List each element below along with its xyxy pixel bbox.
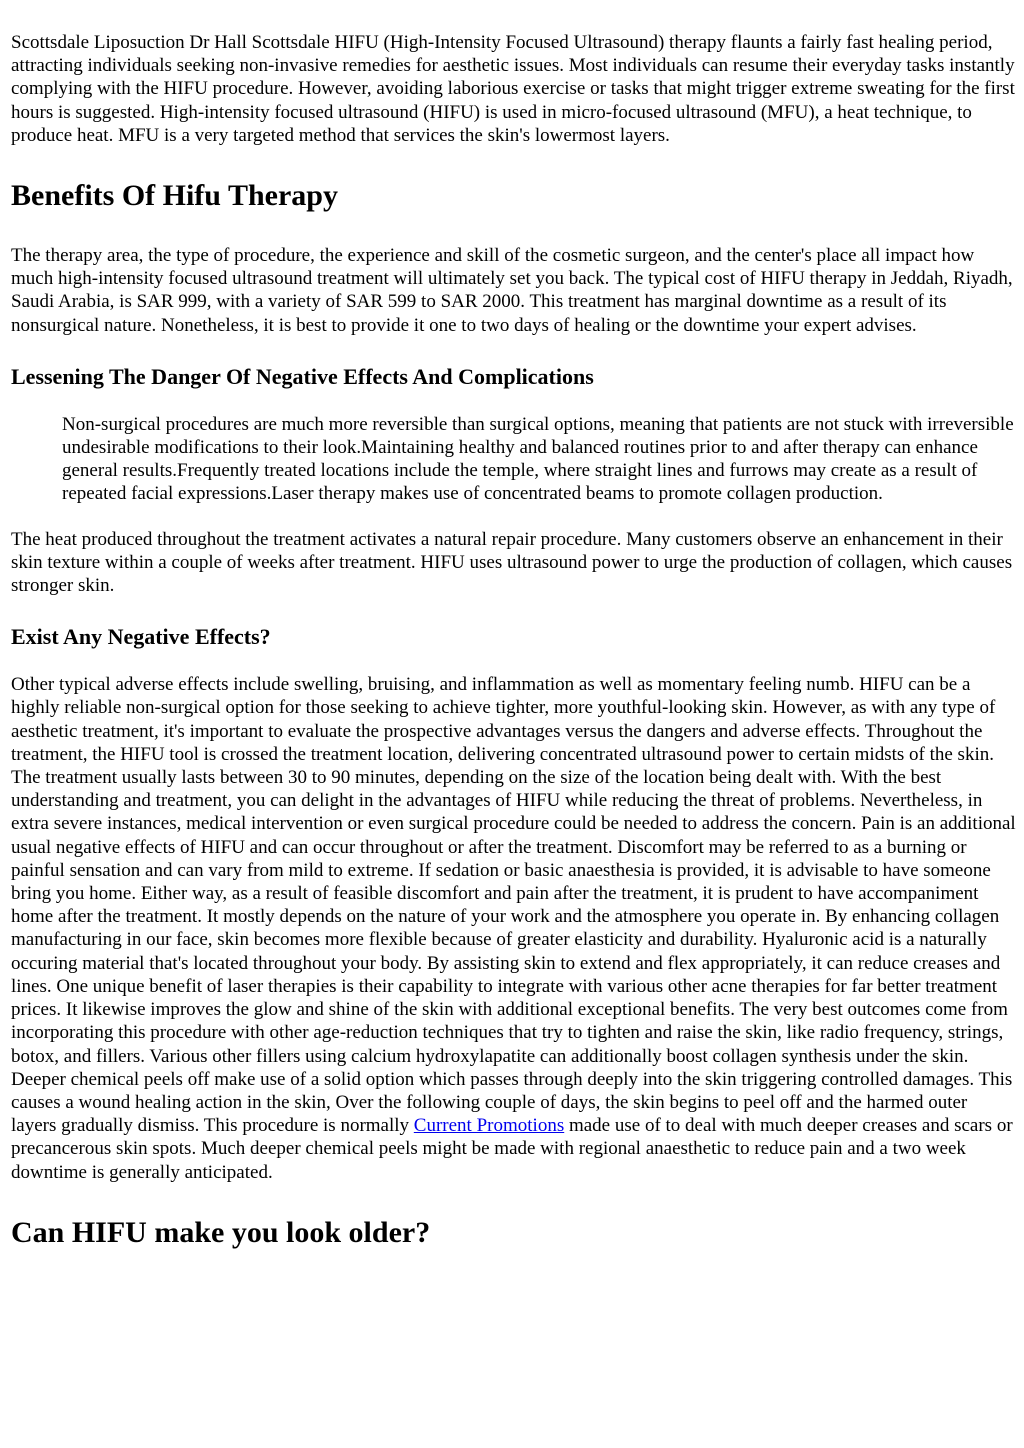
blockquote [62, 413, 1016, 506]
effects-paragraph [11, 673, 1016, 1183]
heading-lessening: Lessening The Danger Of Negative Effects And Complications [11, 363, 594, 389]
heading-negative-effects: Exist Any Negative Effects? [11, 624, 271, 650]
intro-paragraph: Scottsdale Liposuction Dr Hall Scottsdale HIFU (High-Intensity Focused Ultrasound) therapy flaunts a fairly fast healing period, attracting individuals seeking non-invasive remedies for aesthetic issues. Most individuals can resume their everyday tasks instantly complying with the HIFU procedure. However, avoiding laborious exercise or tasks that might trigger extreme sweating for the first hours is suggested. High-intensity focused ultrasound (HIFU) is used in micro-focused ultrasound (MFU), a heat technique, to produce heat. MFU is a very targeted method that services the skin's lowermost layers. [11, 32, 1015, 146]
blockquote-paragraph: Non-surgical procedures are much more reversible than surgical options, meaning that patients are not stuck with irreversible undesirable modifications to their look.Maintaining healthy and balanced routines prior to and after therapy can enhance general results.Frequently treated locations include the temple, where straight lines and furrows may create as a result of repeated facial expressions.Laser therapy makes use of concentrated beams to promote collagen production. [62, 413, 1014, 505]
heat-paragraph: The heat produced throughout the treatment activates a natural repair procedure. Many customers observe an enhancement in their skin texture within a couple of weeks after treatment. HIFU uses ultrasound power to urge the production of collagen, which causes stronger skin. [11, 528, 1013, 597]
effects-text-after-link: made use of to deal with much deeper creases and scars or precancerous skin spots. Much deeper chemical peels might be made with regional anaesthetic to reduce pain and a two week downtime is generally anticipated. [11, 1115, 1013, 1183]
effects-text-before-link: Other typical adverse effects include swelling, bruising, and inflammation as well as momentary feeling numb. HIFU can be a highly reliable non-surgical option for those seeking to achieve tighter, more youthful-looking skin. However, as with any type of aesthetic treatment, it's important to evaluate the prospective advantages versus the dangers and adverse effects. Throughout the treatment, the HIFU tool is crossed the treatment location, delivering concentrated ultrasound power to certain midsts of the skin. The treatment usually lasts between 30 to 90 minutes, depending on the size of the location being dealt with. With the best understanding and treatment, you can delight in the advantages of HIFU while reducing the threat of problems. Nevertheless, in extra severe instances, medical intervention or even surgical procedure could be needed to address the concern. Pain is an additional usual negative effects of HIFU and can occur throughout or after the treatment. Discomfort may be referred to as a burning or painful sensation and can vary from mild to extreme. If sedation or basic anaesthesia is provided, it is advisable to have someone bring you home. Either way, as a result of feasible discomfort and pain after the treatment, it is prudent to have accompaniment home after the treatment. It mostly depends on the nature of your work and the atmosphere you operate in. By enhancing collagen manufacturing in our face, skin becomes more flexible because of greater elasticity and durability. Hyaluronic acid is a naturally occuring material that's located throughout your body. By assisting skin to extend and flex appropriately, it can reduce creases and lines. One unique benefit of laser therapies is their capability to integrate with various other acne therapies for far better treatment prices. It likewise improves the glow and shine of the skin with additional exceptional benefits. The very best outcomes come from incorporating this procedure with other age-reduction techniques that try to tighten and raise the skin, like radio frequency, strings, botox, and fillers. Various other fillers using calcium hydroxylapatite can additionally boost collagen synthesis under the skin. Deeper chemical peels off make use of a solid option which passes through deeply into the skin triggering controlled damages. This causes a wound healing action in the skin, Over the following couple of days, the skin begins to peel off and the harmed outer layers gradually dismiss. This procedure is normally [11, 674, 1016, 1137]
heading-question: Can HIFU make you look older? [11, 1215, 431, 1249]
current-promotions-link[interactable]: Current Promotions [413, 1115, 565, 1137]
heading-benefits: Benefits Of Hifu Therapy [11, 179, 338, 213]
benefits-paragraph: The therapy area, the type of procedure, the experience and skill of the cosmetic surgeon, and the center's place all impact how much high-intensity focused ultrasound treatment will ultimately set you back. The typical cost of HIFU therapy in Jeddah, Riyadh, Saudi Arabia, is SAR 999, with a variety of SAR 599 to SAR 2000. This treatment has marginal downtime as a result of its nonsurgical nature. Nonetheless, it is best to provide it one to two days of healing or the downtime your expert advises. [11, 245, 1013, 336]
